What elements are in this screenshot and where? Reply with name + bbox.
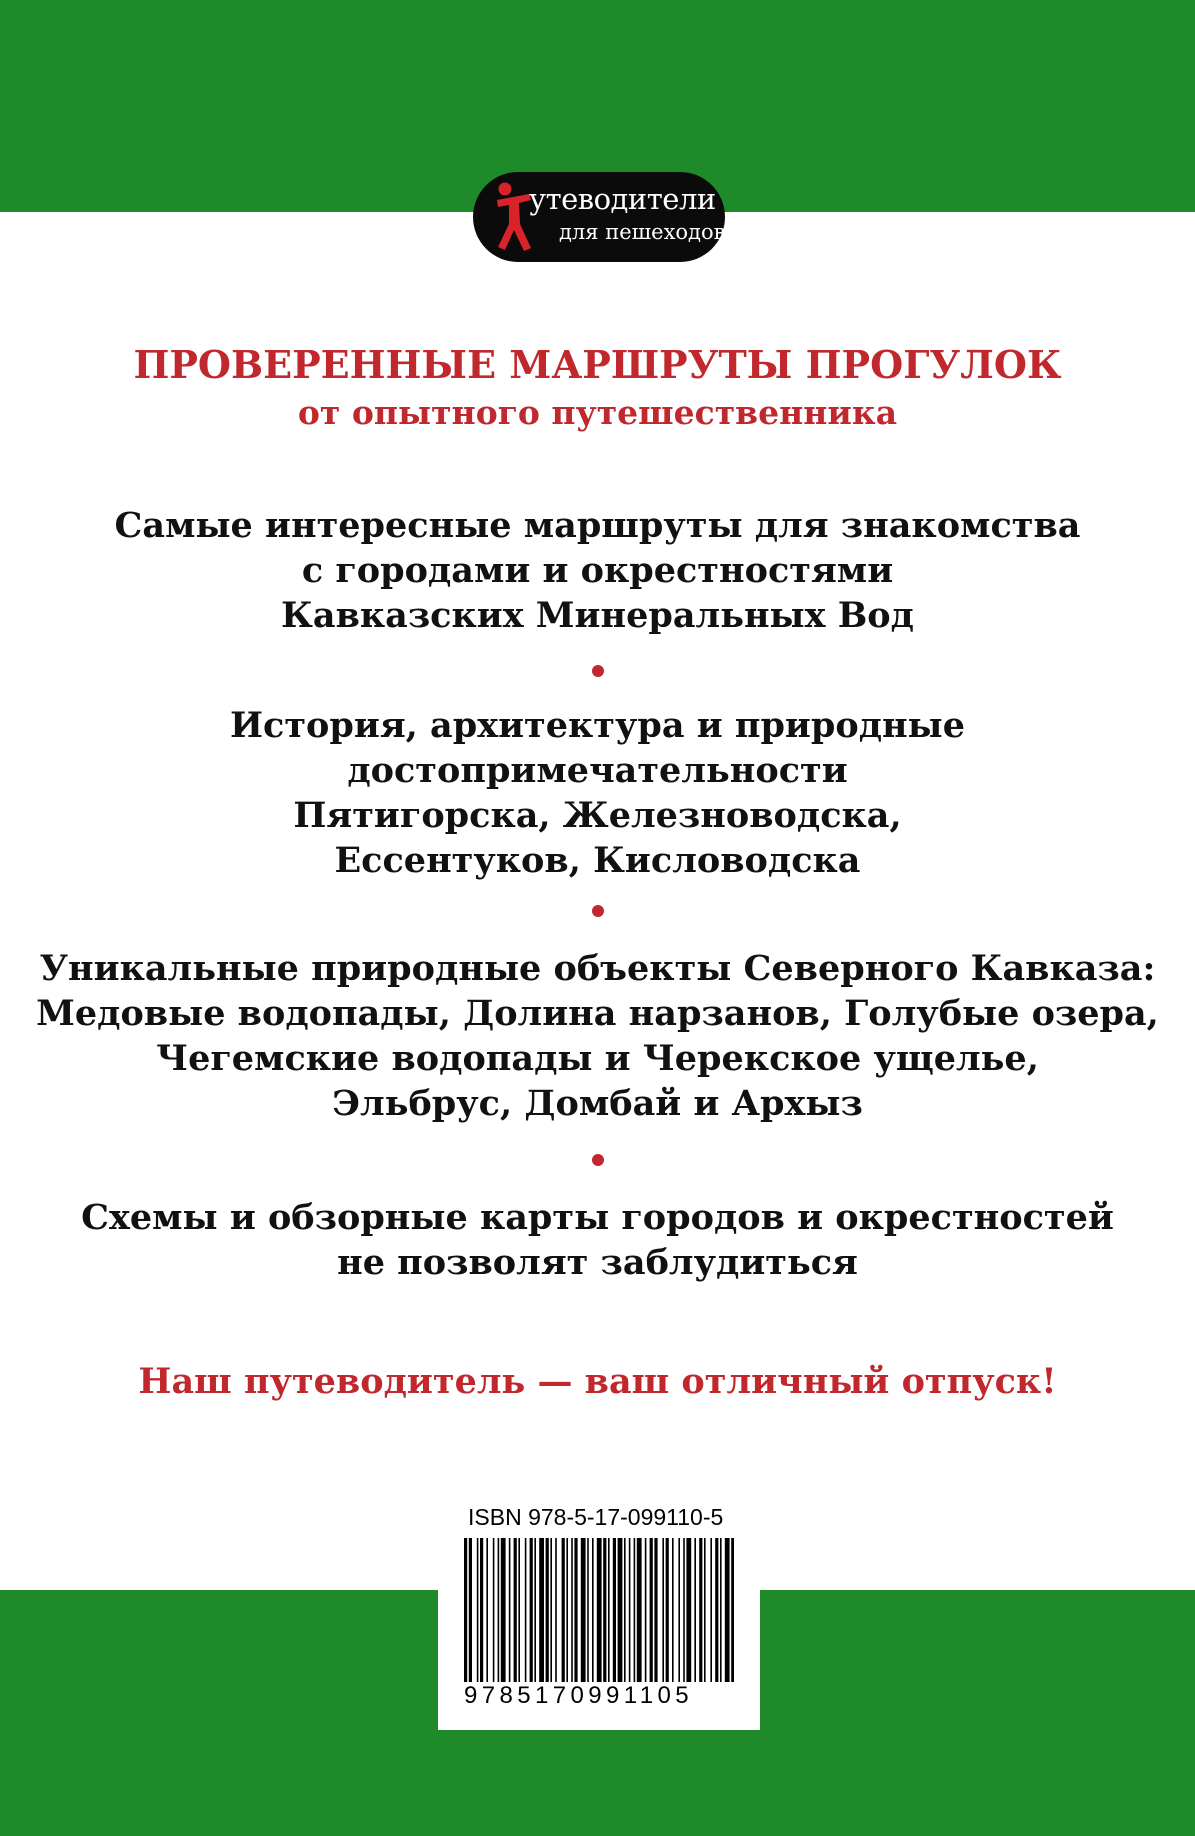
feature-block-4 [0, 1195, 1195, 1285]
barcode-bar [480, 1538, 483, 1682]
feature-line: Схемы и обзорные карты городов и окрестностей [81, 1197, 1114, 1238]
barcode-icon [464, 1538, 734, 1682]
series-logo [473, 172, 725, 262]
headline: ПРОВЕРЕННЫЕ МАРШРУТЫ ПРОГУЛОК [133, 342, 1062, 387]
feature-line: достопримечательности [347, 750, 848, 791]
barcode-bar [550, 1538, 552, 1682]
feature-line: Пятигорска, Железноводска, [293, 795, 902, 836]
logo-title: утеводители [529, 182, 716, 216]
bullet-dot [592, 665, 604, 677]
feature-block-1 [0, 503, 1195, 638]
feature-line: Кавказских Минеральных Вод [281, 595, 914, 636]
barcode-bar [613, 1538, 616, 1682]
feature-line: Ессентуков, Кисловодска [334, 840, 861, 881]
barcode-bar [514, 1538, 517, 1682]
isbn-text: ISBN 978-5-17-099110-5 [468, 1504, 724, 1530]
feature-line: Чегемские водопады и Черекское ущелье, [156, 1038, 1039, 1079]
barcode-bar [603, 1538, 606, 1682]
barcode-bar [624, 1538, 626, 1682]
barcode-bar [546, 1538, 549, 1682]
barcode-bar [715, 1538, 718, 1682]
barcode-bar [539, 1538, 544, 1682]
barcode-bar [662, 1538, 664, 1682]
feature-line: История, архитектура и природные [229, 705, 966, 746]
barcode-bar [501, 1538, 506, 1682]
barcode-bar [587, 1538, 589, 1682]
barcode-bar [683, 1538, 685, 1682]
barcode-bar [634, 1538, 636, 1682]
barcode-bar [530, 1538, 533, 1682]
barcode-bar [555, 1538, 557, 1682]
barcode-bar [666, 1538, 669, 1682]
feature-block-3 [0, 946, 1195, 1126]
logo-subtitle: для пешеходов [559, 220, 726, 244]
barcode-bar [477, 1538, 479, 1682]
barcode-bar [597, 1538, 602, 1682]
barcode-bar [686, 1538, 691, 1682]
ean-digits: 9785170991105 [464, 1682, 693, 1709]
barcode-bar [469, 1538, 472, 1682]
barcode-bar [509, 1538, 511, 1682]
barcode-panel [438, 1494, 760, 1730]
bullet-dot [592, 1154, 604, 1166]
subheadline: от опытного путешественника [297, 393, 898, 432]
barcode-bar [629, 1538, 631, 1682]
barcode-bar [678, 1538, 680, 1682]
barcode-bar [699, 1538, 702, 1682]
barcode-bar [574, 1538, 577, 1682]
feature-line: Самые интересные маршруты для знакомства [114, 505, 1081, 546]
barcode-bar [486, 1538, 488, 1682]
barcode-bar [464, 1538, 467, 1682]
barcode-bar [720, 1538, 722, 1682]
barcode-bar [518, 1538, 520, 1682]
barcode-bar [618, 1538, 623, 1682]
feature-line: Медовые водопады, Долина нарзанов, Голубые озера, [36, 993, 1159, 1034]
barcode-bar [566, 1538, 568, 1682]
barcode-bar [534, 1538, 536, 1682]
barcode-bar [672, 1538, 674, 1682]
bullet-dot [592, 905, 604, 917]
barcode-bar [562, 1538, 565, 1682]
barcode-bar [493, 1538, 495, 1682]
barcode-bar [637, 1538, 642, 1682]
barcode-bar [592, 1538, 594, 1682]
barcode-bar [704, 1538, 706, 1682]
barcode-bar [525, 1538, 527, 1682]
feature-line: Эльбрус, Домбай и Архыз [332, 1083, 863, 1124]
barcode-bar [571, 1538, 573, 1682]
feature-line: с городами и окрестностями [301, 550, 894, 591]
barcode-bar [694, 1538, 696, 1682]
barcode-bar [731, 1538, 734, 1682]
feature-line: Уникальные природные объекты Северного Кавказа: [39, 948, 1156, 989]
barcode-bar [608, 1538, 610, 1682]
feature-block-2 [0, 703, 1195, 883]
feature-line: не позволят заблудиться [337, 1242, 858, 1283]
barcode-bar [710, 1538, 712, 1682]
barcode-bar [654, 1538, 657, 1682]
barcode-bar [645, 1538, 647, 1682]
barcode-bar [581, 1538, 586, 1682]
barcode-bar [725, 1538, 730, 1682]
barcode-bar [650, 1538, 653, 1682]
barcode-bar [498, 1538, 500, 1682]
slogan: Наш путеводитель — ваш отличный отпуск! [138, 1361, 1057, 1402]
